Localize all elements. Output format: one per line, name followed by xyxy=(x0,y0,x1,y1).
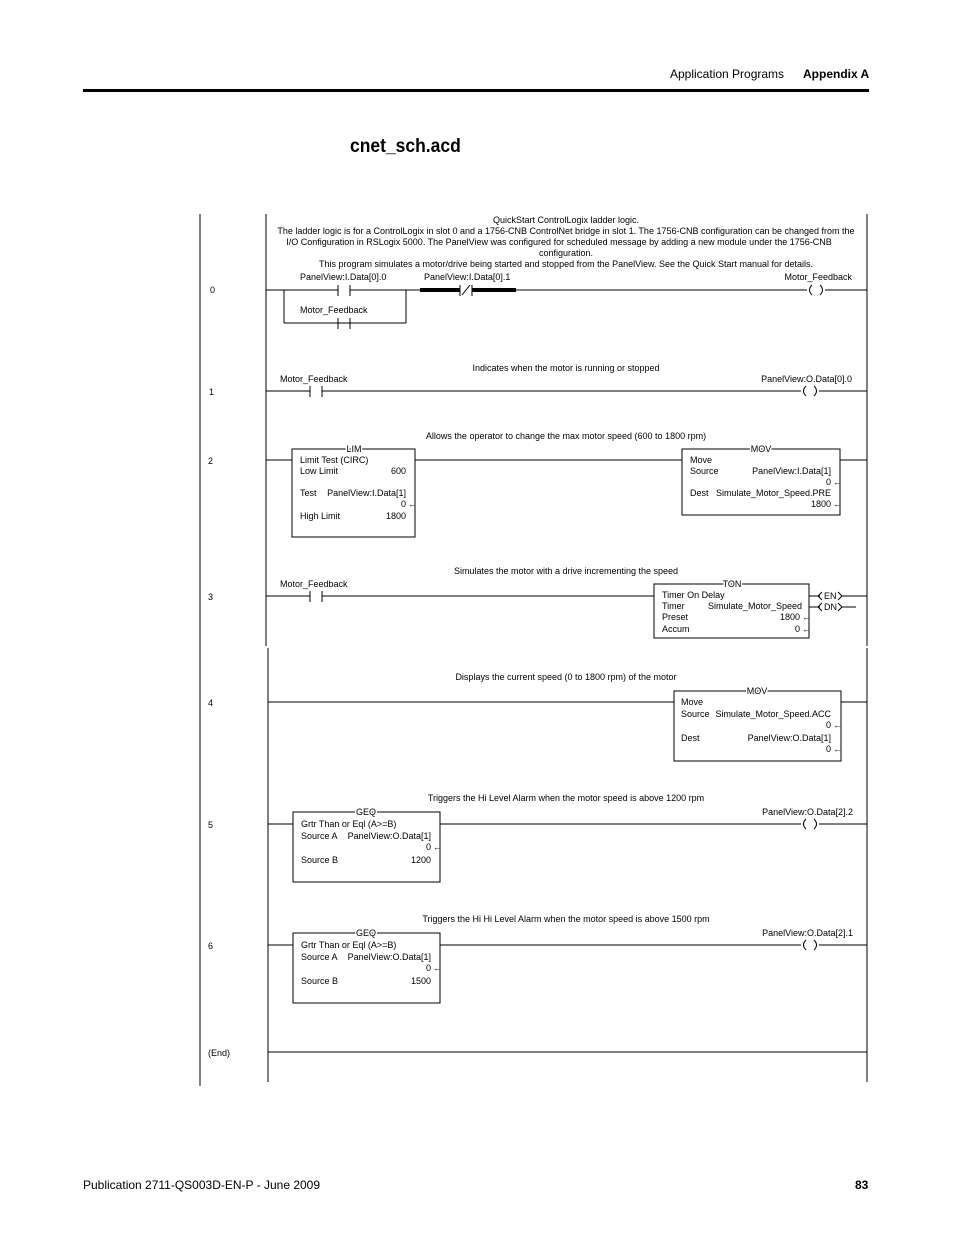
rung0-xio-contact xyxy=(460,285,472,296)
header-appendix-label: Appendix A xyxy=(803,67,870,81)
rung-number-4: 4 xyxy=(208,698,214,708)
svg-text:0: 0 xyxy=(425,963,431,973)
svg-text:Grtr Than or Eql (A>=B): Grtr Than or Eql (A>=B) xyxy=(301,940,397,950)
svg-text:600: 600 xyxy=(390,466,406,476)
svg-text:EN: EN xyxy=(824,591,837,601)
rung3-ton-block xyxy=(654,579,867,638)
svg-text:GEQ: GEQ xyxy=(355,928,377,938)
rung3-xic-contact xyxy=(310,591,322,602)
svg-text:PanelView:O.Data[1]: PanelView:O.Data[1] xyxy=(347,952,431,962)
rung0-comment-line1: QuickStart ControlLogix ladder logic. xyxy=(492,215,640,225)
rung0-coil xyxy=(810,285,823,295)
svg-text:←: ← xyxy=(408,499,417,509)
svg-text:←: ← xyxy=(802,612,811,622)
svg-text:Accum: Accum xyxy=(662,624,690,634)
svg-text:Low Limit: Low Limit xyxy=(300,466,339,476)
svg-text:PanelView:O.Data[1]: PanelView:O.Data[1] xyxy=(347,831,431,841)
rung0-xic-contact xyxy=(338,285,350,296)
rung0-comment-line4: configuration. xyxy=(538,248,594,258)
svg-text:0: 0 xyxy=(825,744,831,754)
svg-text:Timer On Delay: Timer On Delay xyxy=(662,590,725,600)
rung-number-6: 6 xyxy=(208,941,214,951)
svg-text:Source A: Source A xyxy=(301,952,338,962)
svg-text:Dest: Dest xyxy=(681,733,700,743)
svg-text:MOV: MOV xyxy=(750,444,772,454)
rung4-comment: Displays the current speed (0 to 1800 rpm) of the motor xyxy=(455,672,677,682)
rung5-geq-block xyxy=(293,807,442,882)
rung1-coil-tag: PanelView:O.Data[0].0 xyxy=(761,374,852,384)
svg-text:Timer: Timer xyxy=(662,601,685,611)
svg-text:MOV: MOV xyxy=(746,686,768,696)
rung5-comment: Triggers the Hi Level Alarm when the motor speed is above 1200 rpm xyxy=(427,793,705,803)
rung-number-5: 5 xyxy=(208,820,214,830)
rung6-geq-block xyxy=(293,928,442,1003)
rung4-mov-block xyxy=(674,686,842,761)
rung0-contact1-tag: PanelView:I.Data[0].0 xyxy=(300,272,387,282)
svg-text:Grtr Than or Eql (A>=B): Grtr Than or Eql (A>=B) xyxy=(301,819,397,829)
rung-number-0: 0 xyxy=(210,285,216,295)
rung0-coil-tag: Motor_Feedback xyxy=(784,272,852,282)
svg-text:Simulate_Motor_Speed.ACC: Simulate_Motor_Speed.ACC xyxy=(715,709,831,719)
footer-page-number: 83 xyxy=(855,1178,869,1192)
svg-text:0: 0 xyxy=(794,624,800,634)
svg-text:Move: Move xyxy=(681,697,704,707)
rung0-contact2-tag: PanelView:I.Data[0].1 xyxy=(424,272,511,282)
svg-text:PanelView:I.Data[1]: PanelView:I.Data[1] xyxy=(752,466,831,476)
svg-text:Source B: Source B xyxy=(301,976,339,986)
svg-text:DN: DN xyxy=(824,602,837,612)
rung5-coil-tag: PanelView:O.Data[2].2 xyxy=(762,807,853,817)
rung2-comment: Allows the operator to change the max motor speed (600 to 1800 rpm) xyxy=(425,431,707,441)
rung0-comment-line3: I/O Configuration in RSLogix 5000. The PanelView was configured for scheduled message by adding a new module under the 1756-CNB xyxy=(286,237,832,247)
rung0-comment-line2: The ladder logic is for a ControlLogix in slot 0 and a 1756-CNB ControlNet bridge in slot 1. The 1756-CNB configuration can be changed from the xyxy=(277,226,855,236)
svg-text:←: ← xyxy=(833,720,842,730)
rung-number-2: 2 xyxy=(208,456,214,466)
rung6-coil xyxy=(804,940,817,950)
rung1-coil xyxy=(804,386,817,396)
svg-text:0: 0 xyxy=(825,720,831,730)
svg-text:Source: Source xyxy=(681,709,710,719)
svg-text:0: 0 xyxy=(400,499,406,509)
rung3-comment: Simulates the motor with a drive incrementing the speed xyxy=(453,566,679,576)
rung1-comment: Indicates when the motor is running or stopped xyxy=(472,363,660,373)
svg-text:Dest: Dest xyxy=(690,488,709,498)
svg-text:PanelView:I.Data[1]: PanelView:I.Data[1] xyxy=(327,488,406,498)
svg-text:←: ← xyxy=(433,963,442,973)
svg-text:←: ← xyxy=(833,744,842,754)
svg-text:Move: Move xyxy=(690,455,713,465)
rung-number-1: 1 xyxy=(209,387,215,397)
svg-text:←: ← xyxy=(433,842,442,852)
svg-text:←: ← xyxy=(802,624,811,634)
svg-text:1200: 1200 xyxy=(410,855,431,865)
svg-text:1800: 1800 xyxy=(385,511,406,521)
rung2-mov-block xyxy=(682,444,842,515)
rung0-branch-tag: Motor_Feedback xyxy=(300,305,368,315)
rung1-xic-contact xyxy=(310,386,322,397)
svg-text:←: ← xyxy=(833,477,842,487)
rung1-contact-tag: Motor_Feedback xyxy=(280,374,348,384)
rung6-comment: Triggers the Hi Hi Level Alarm when the motor speed is above 1500 rpm xyxy=(422,914,710,924)
svg-text:1800: 1800 xyxy=(779,612,800,622)
svg-text:Source: Source xyxy=(690,466,719,476)
rung-end-label: (End) xyxy=(208,1048,231,1058)
rung3-contact-tag: Motor_Feedback xyxy=(280,579,348,589)
svg-text:1500: 1500 xyxy=(410,976,431,986)
svg-text:Preset: Preset xyxy=(662,612,689,622)
svg-text:Source B: Source B xyxy=(301,855,339,865)
footer-publication: Publication 2711-QS003D-EN-P - June 2009 xyxy=(83,1178,321,1192)
rung6-coil-tag: PanelView:O.Data[2].1 xyxy=(762,928,853,938)
svg-text:High Limit: High Limit xyxy=(300,511,341,521)
svg-text:Source A: Source A xyxy=(301,831,338,841)
svg-text:←: ← xyxy=(833,499,842,509)
rung5-coil xyxy=(804,819,817,829)
svg-text:GEQ: GEQ xyxy=(355,807,377,817)
rung0-comment-line5: This program simulates a motor/drive being started and stopped from the PanelView. See the Quick Start manual for details. xyxy=(318,259,814,269)
svg-text:1800: 1800 xyxy=(810,499,831,509)
svg-text:TON: TON xyxy=(722,579,742,589)
svg-text:0: 0 xyxy=(825,477,831,487)
svg-text:0: 0 xyxy=(425,842,431,852)
svg-text:Simulate_Motor_Speed.PRE: Simulate_Motor_Speed.PRE xyxy=(715,488,831,498)
svg-text:Limit Test (CIRC): Limit Test (CIRC) xyxy=(300,455,369,465)
page-title: cnet_sch.acd xyxy=(350,136,461,157)
svg-text:PanelView:O.Data[1]: PanelView:O.Data[1] xyxy=(747,733,831,743)
rung2-lim-block xyxy=(292,444,417,537)
rung-number-3: 3 xyxy=(208,592,214,602)
svg-text:LIM: LIM xyxy=(346,444,362,454)
svg-text:Test: Test xyxy=(300,488,317,498)
header-section-title: Application Programs xyxy=(670,67,785,81)
svg-text:Simulate_Motor_Speed: Simulate_Motor_Speed xyxy=(707,601,802,611)
